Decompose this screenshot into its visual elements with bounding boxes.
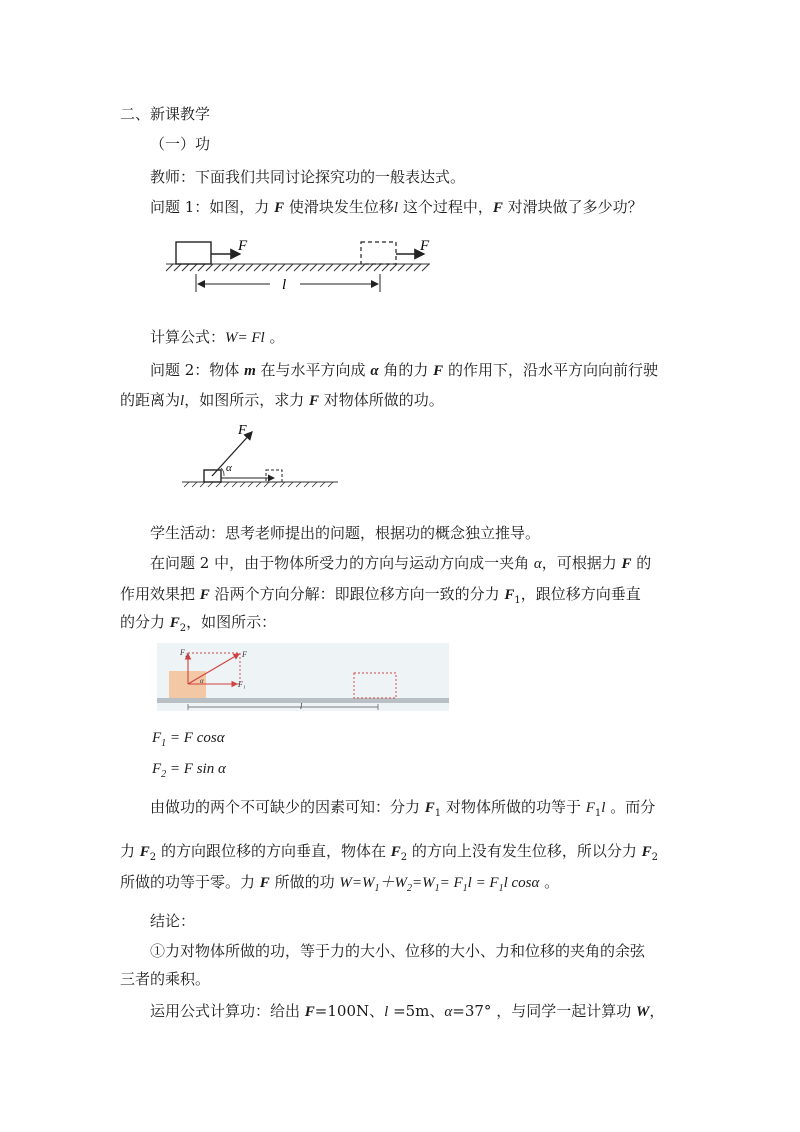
app-text: 运用公式计算功：给出 xyxy=(150,1002,305,1020)
work-f2-sub: 2 xyxy=(651,852,659,863)
question2-line1 xyxy=(150,360,658,381)
section-title: 二、新课教学 xyxy=(120,105,211,123)
angle-label: α xyxy=(200,677,204,685)
app-l-val: =5m、 xyxy=(388,1002,445,1020)
eq1-rhs: = F cosα xyxy=(166,730,225,746)
analysis-line1 xyxy=(150,553,651,574)
force-label: F xyxy=(238,423,247,438)
work-formula-part: l xyxy=(467,875,472,891)
work-formula-part: = F xyxy=(471,875,499,891)
equation-f2 xyxy=(152,759,226,779)
q2-text: ，如图所示，求力 xyxy=(184,391,309,409)
conclusion-line1: ①力对物体所做的功，等于力的大小、位移的大小、力和位移的夹角的余弦 xyxy=(150,942,646,960)
analysis-f2-sub: 2 xyxy=(179,623,187,634)
app-w: W xyxy=(635,1004,650,1020)
formula1-expr: W= Fl xyxy=(225,330,265,346)
q2-mass: m xyxy=(244,363,256,379)
work-sub: 1 xyxy=(462,883,468,894)
analysis-force: F xyxy=(199,587,210,603)
analysis-f1: F xyxy=(504,587,515,603)
work-sub: 2 xyxy=(406,883,412,894)
app-l: l xyxy=(384,1004,389,1020)
block-final xyxy=(266,470,282,482)
figure3-force-decomposition xyxy=(157,643,449,713)
work-f2-sub: 2 xyxy=(400,852,408,863)
analysis-text: 沿两个方向分解：即跟位移方向一致的分力 xyxy=(209,585,505,603)
conclusion-line2: 三者的乘积。 xyxy=(120,970,211,988)
work-formula xyxy=(339,875,540,894)
f1-label: F₁ xyxy=(238,680,246,689)
q2-text: 角的力 xyxy=(378,361,434,379)
work-force: F xyxy=(259,875,270,891)
eq2-rhs: = F sin α xyxy=(166,761,226,777)
q2-alpha: α xyxy=(370,363,379,379)
eq2-sub: 2 xyxy=(161,769,167,780)
angle-label: α xyxy=(226,462,232,474)
work-formula-part: = F xyxy=(439,875,463,891)
analysis-text: ，如图所示： xyxy=(186,613,277,631)
app-text: ，与同学一起计算功 xyxy=(491,1002,636,1020)
q2-text: 的距离为 xyxy=(120,391,181,409)
block-final xyxy=(361,242,396,264)
student-activity: 学生活动：思考老师提出的问题，根据功的概念独立推导。 xyxy=(150,524,541,542)
force-arrow xyxy=(212,432,252,476)
work-text: 对物体所做的功等于 xyxy=(441,798,586,816)
q1-text: 使滑块发生位移 xyxy=(284,198,394,216)
q2-text: 对物体所做的功。 xyxy=(318,391,444,409)
app-alpha-val: =37° xyxy=(452,1002,492,1020)
q2-text: 的作用下，沿水平方向向前行驶 xyxy=(443,361,658,379)
work-sub: 1 xyxy=(374,883,380,894)
q1-force: F xyxy=(492,200,503,216)
work-sub: 1 xyxy=(434,883,440,894)
formula1 xyxy=(150,327,285,348)
question1 xyxy=(150,197,643,218)
analysis-force: F xyxy=(621,556,632,572)
analysis-f2: F xyxy=(169,615,180,631)
analysis-text: 的 xyxy=(631,554,652,572)
work-f2: F xyxy=(641,844,652,860)
formula1-suffix: 。 xyxy=(264,328,285,346)
analysis-f1-sub: 1 xyxy=(514,595,521,606)
eq1-lhs: F xyxy=(152,730,162,746)
eq2-lhs: F xyxy=(152,761,162,777)
app-alpha: α xyxy=(444,1004,453,1020)
teacher-intro: 教师：下面我们共同讨论探究功的一般表达式。 xyxy=(150,168,466,186)
formula1-prefix: 计算公式： xyxy=(150,328,226,346)
work-f1l-sub: 1 xyxy=(594,808,602,819)
question2-line2 xyxy=(120,390,444,411)
work-f1l: F xyxy=(585,800,595,816)
work-f2: F xyxy=(139,844,150,860)
disp-label: l xyxy=(300,702,303,711)
analysis-line2 xyxy=(120,584,641,605)
analysis-text: 的分力 xyxy=(120,613,170,631)
q2-disp: l xyxy=(180,393,185,409)
disp-label: l xyxy=(282,277,287,293)
work-f1: F xyxy=(424,800,435,816)
q2-text: 在与水平方向成 xyxy=(255,361,371,379)
work-f2-sub: 2 xyxy=(149,852,157,863)
work-analysis-line1 xyxy=(150,797,655,818)
q2-force: F xyxy=(308,393,319,409)
q1-disp: l xyxy=(393,200,399,216)
figure2-angled-force xyxy=(180,420,340,492)
work-analysis-line3 xyxy=(120,872,559,893)
work-formula-part: l cosα xyxy=(503,875,540,891)
work-f1-sub: 1 xyxy=(434,808,442,819)
work-formula-part: =W xyxy=(411,875,435,891)
q1-text: 问题 1：如图，力 xyxy=(150,198,275,216)
work-text: 力 xyxy=(120,842,140,860)
analysis-text: ，可根据力 xyxy=(541,554,622,572)
work-text: 。而分 xyxy=(605,798,656,816)
analysis-text: 作用效果把 xyxy=(120,585,200,603)
force-label-2: F xyxy=(420,238,430,254)
analysis-text: 在问题 2 中，由于物体所受力的方向与运动方向成一夹角 xyxy=(150,554,534,572)
app-f-val: =100N、 xyxy=(314,1002,385,1020)
subsection-title: （一）功 xyxy=(150,135,211,153)
work-formula-part: W=W xyxy=(339,875,375,891)
work-text: 所做的功等于零。力 xyxy=(120,873,260,891)
work-formula-part: ＋W xyxy=(379,875,407,891)
analysis-line3 xyxy=(120,612,276,633)
work-sub: 1 xyxy=(498,883,504,894)
conclusion-title: 结论： xyxy=(150,912,196,930)
ground-hatching xyxy=(166,264,430,271)
f-label: F xyxy=(242,650,247,659)
work-text: 的方向上没有发生位移，所以分力 xyxy=(407,842,642,860)
work-text: 。 xyxy=(539,873,560,891)
q2-force: F xyxy=(433,363,444,379)
f2-label: F₂ xyxy=(180,648,188,657)
analysis-alpha: α xyxy=(533,556,542,572)
block-initial xyxy=(176,242,211,264)
ground-hatching xyxy=(184,482,333,487)
work-f2: F xyxy=(390,844,401,860)
ground-bar xyxy=(157,698,449,703)
application-line xyxy=(150,1001,664,1022)
work-text: 所做的功 xyxy=(269,873,340,891)
q1-text: 对滑块做了多少功？ xyxy=(502,198,643,216)
app-text: ， xyxy=(649,1002,665,1020)
work-f1l-l: l xyxy=(601,800,606,816)
q1-force: F xyxy=(274,200,285,216)
analysis-text: ，跟位移方向垂直 xyxy=(520,585,641,603)
force-label: F xyxy=(238,238,248,254)
figure1-sliding-block xyxy=(160,234,435,294)
q1-text: 这个过程中， xyxy=(398,198,493,216)
app-f: F xyxy=(304,1004,315,1020)
q2-text: 问题 2：物体 xyxy=(150,361,245,379)
work-text: 的方向跟位移的方向垂直，物体在 xyxy=(156,842,391,860)
equation-f1 xyxy=(152,728,225,748)
work-analysis-line2 xyxy=(120,841,658,862)
eq1-sub: 1 xyxy=(161,738,167,749)
work-text: 由做功的两个不可缺少的因素可知：分力 xyxy=(150,798,425,816)
